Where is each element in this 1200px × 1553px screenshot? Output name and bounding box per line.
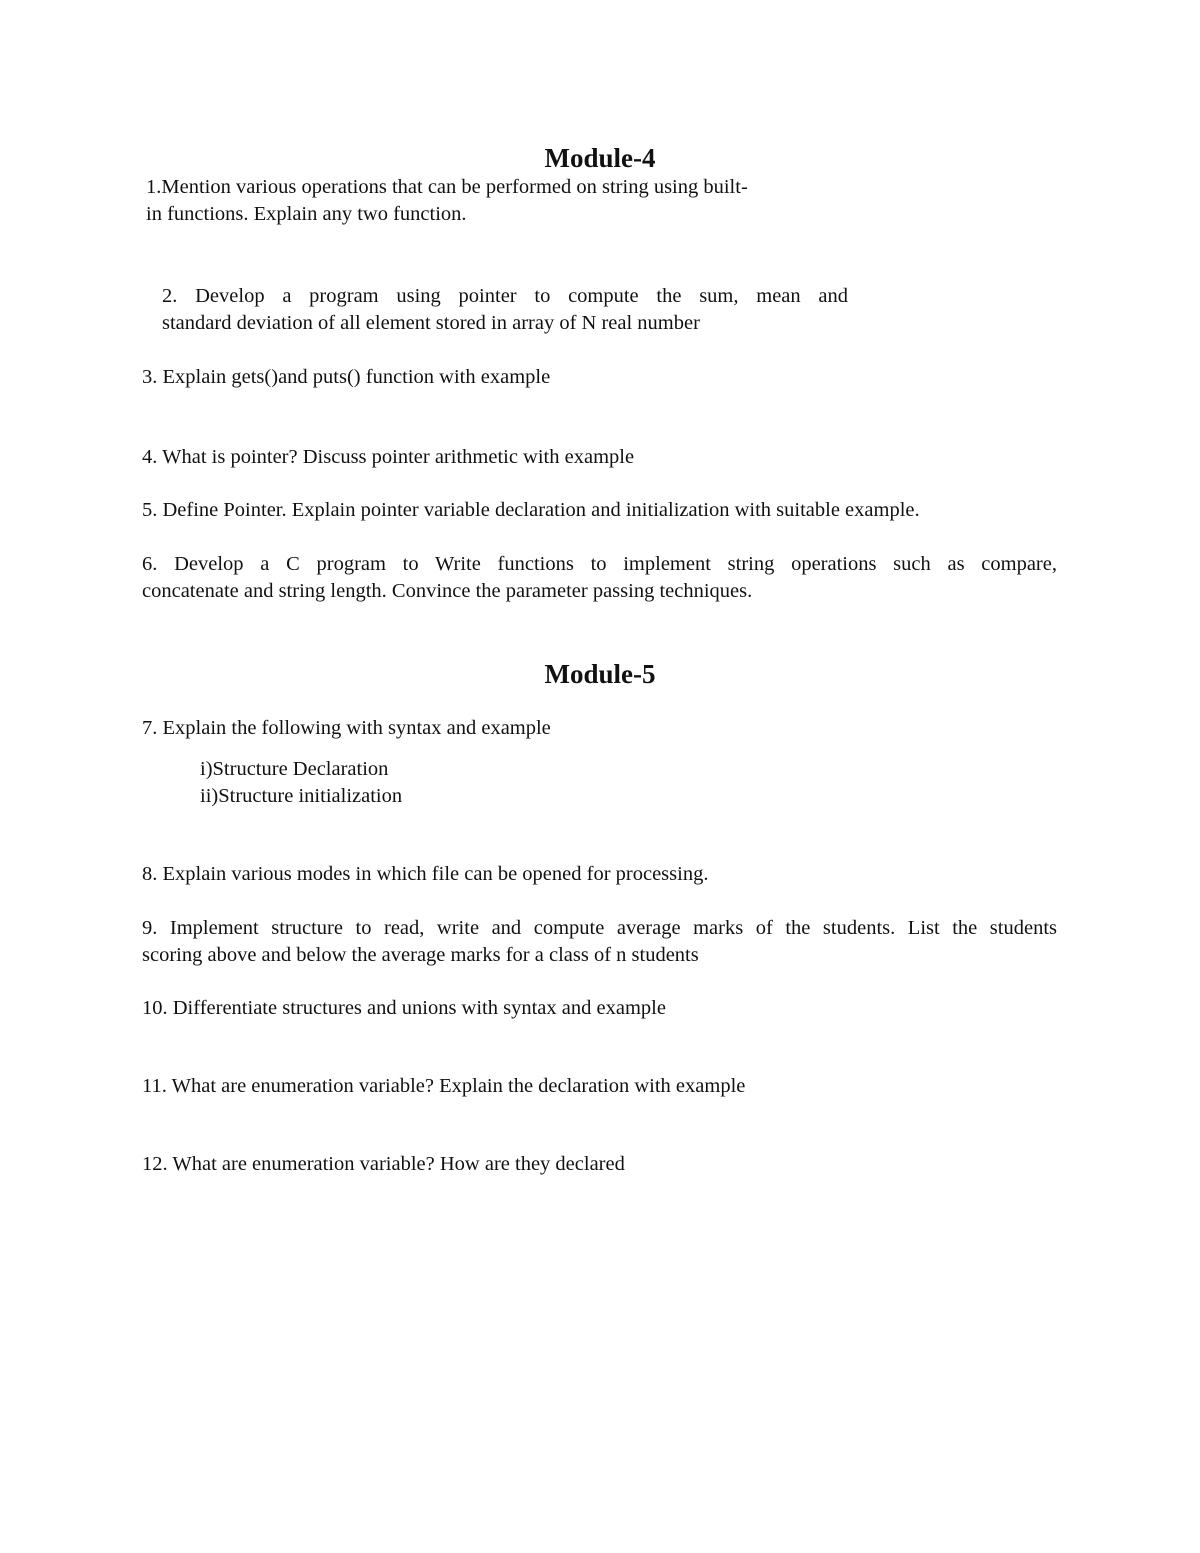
question-6	[142, 551, 1057, 605]
question-11: 11. What are enumeration variable? Explain the declaration with example	[142, 1075, 746, 1097]
question-9	[142, 915, 1057, 969]
question-3: 3. Explain gets()and puts() function with example	[142, 366, 551, 388]
question-2-line-1: 2. Develop a program using pointer to compute the sum, mean and	[162, 285, 848, 307]
question-7: 7. Explain the following with syntax and example	[142, 717, 551, 739]
question-9-line-1: 9. Implement structure to read, write and compute average marks of the students. List the students	[142, 917, 1057, 939]
question-6-line-1: 6. Develop a C program to Write functions to implement string operations such as compare,	[142, 553, 1057, 575]
question-1-line-1: 1.Mention various operations that can be performed on string using built-	[146, 176, 748, 198]
question-5: 5. Define Pointer. Explain pointer variable declaration and initialization with suitable example.	[142, 499, 920, 521]
question-9-line-2: scoring above and below the average marks for a class of n students	[142, 944, 699, 966]
question-8: 8. Explain various modes in which file can be opened for processing.	[142, 863, 709, 885]
question-2-line-2: standard deviation of all element stored in array of N real number	[162, 312, 700, 334]
question-7-subitems	[200, 756, 402, 810]
module-4-heading: Module-4	[544, 143, 656, 173]
question-10: 10. Differentiate structures and unions with syntax and example	[142, 997, 666, 1019]
question-7-subitem-2: ii)Structure initialization	[200, 785, 403, 807]
module-5-heading: Module-5	[544, 659, 656, 689]
question-1-line-2: in functions. Explain any two function.	[146, 203, 467, 225]
question-7-subitem-1: i)Structure Declaration	[200, 758, 389, 780]
question-4: 4. What is pointer? Discuss pointer arithmetic with example	[142, 446, 635, 468]
question-6-line-2: concatenate and string length. Convince the parameter passing techniques.	[142, 580, 753, 602]
question-12: 12. What are enumeration variable? How are they declared	[142, 1153, 625, 1175]
question-1	[146, 174, 846, 228]
question-2	[162, 283, 848, 337]
